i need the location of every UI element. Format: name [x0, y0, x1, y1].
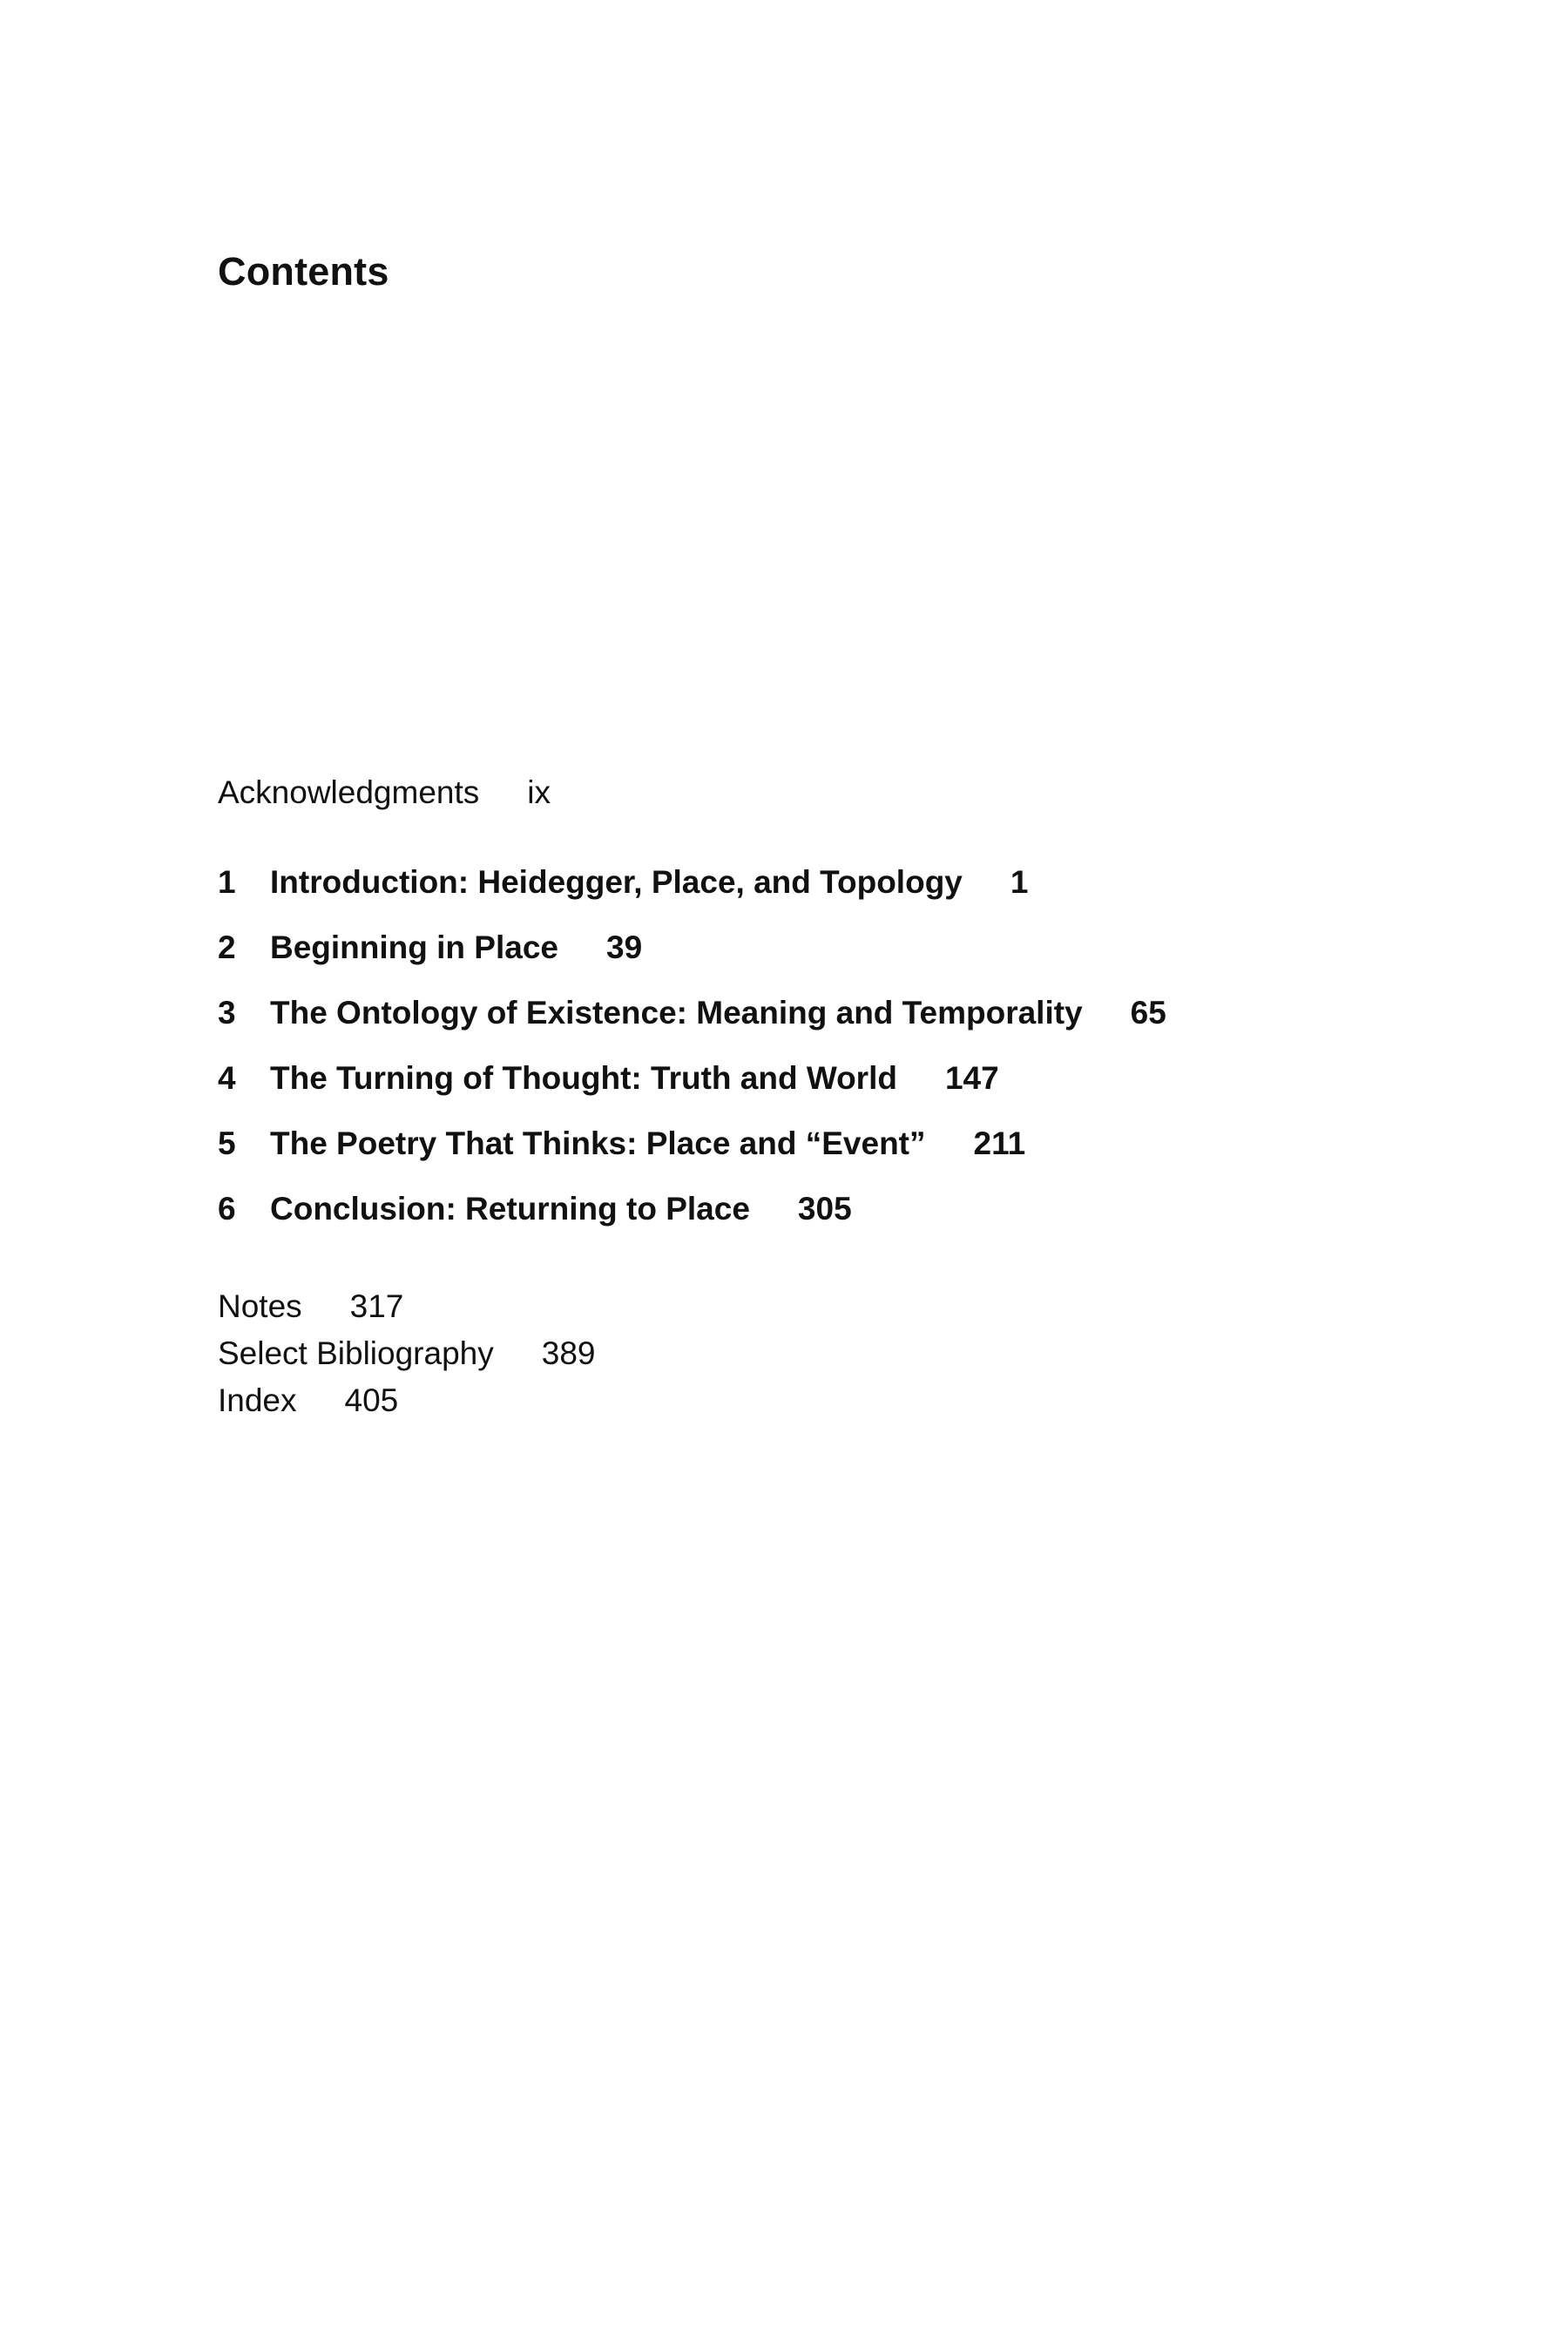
- acknowledgments-page: ix: [527, 774, 551, 810]
- chapter-entry: [218, 1122, 1166, 1187]
- back-matter-label: Notes: [218, 1288, 302, 1324]
- chapter-number: 6: [218, 1191, 236, 1227]
- back-matter-page: 389: [541, 1335, 596, 1371]
- chapter-page: 1: [1010, 864, 1029, 900]
- chapter-entry: [218, 991, 1166, 1057]
- back-matter-entry: [218, 1332, 595, 1379]
- back-matter-entry: [218, 1379, 595, 1426]
- back-matter-entry: [218, 1285, 595, 1332]
- chapter-title: Introduction: Heidegger, Place, and Topology: [270, 864, 963, 900]
- chapter-number: 5: [218, 1125, 236, 1161]
- chapter-entry: [218, 1057, 1166, 1122]
- back-matter-page: 317: [349, 1288, 404, 1324]
- back-matter-page: 405: [344, 1382, 399, 1418]
- chapter-page: 147: [944, 1060, 999, 1096]
- acknowledgments-label: Acknowledgments: [218, 774, 480, 810]
- page-title: Contents: [218, 249, 389, 294]
- chapter-title: Conclusion: Returning to Place: [270, 1191, 750, 1227]
- chapter-page: 65: [1130, 995, 1166, 1031]
- chapter-entry: [218, 926, 1166, 991]
- back-matter-label: Select Bibliography: [218, 1335, 494, 1371]
- chapter-entry: [218, 861, 1166, 926]
- chapter-title: Beginning in Place: [270, 929, 558, 965]
- chapter-title: The Turning of Thought: Truth and World: [270, 1060, 897, 1096]
- front-matter-entry: [218, 771, 551, 814]
- chapter-page: 211: [973, 1125, 1026, 1161]
- chapter-title: The Poetry That Thinks: Place and “Event”: [270, 1125, 926, 1161]
- chapter-number: 4: [218, 1060, 236, 1096]
- chapter-number: 3: [218, 995, 236, 1031]
- back-matter-label: Index: [218, 1382, 297, 1418]
- chapter-title: The Ontology of Existence: Meaning and Temporality: [270, 995, 1083, 1031]
- back-matter-list: [218, 1285, 595, 1426]
- chapter-number: 1: [218, 864, 236, 900]
- chapter-page: 305: [797, 1191, 852, 1227]
- chapter-entry: [218, 1187, 1166, 1253]
- chapter-page: 39: [606, 929, 643, 965]
- chapter-list: [218, 861, 1166, 1253]
- chapter-number: 2: [218, 929, 236, 965]
